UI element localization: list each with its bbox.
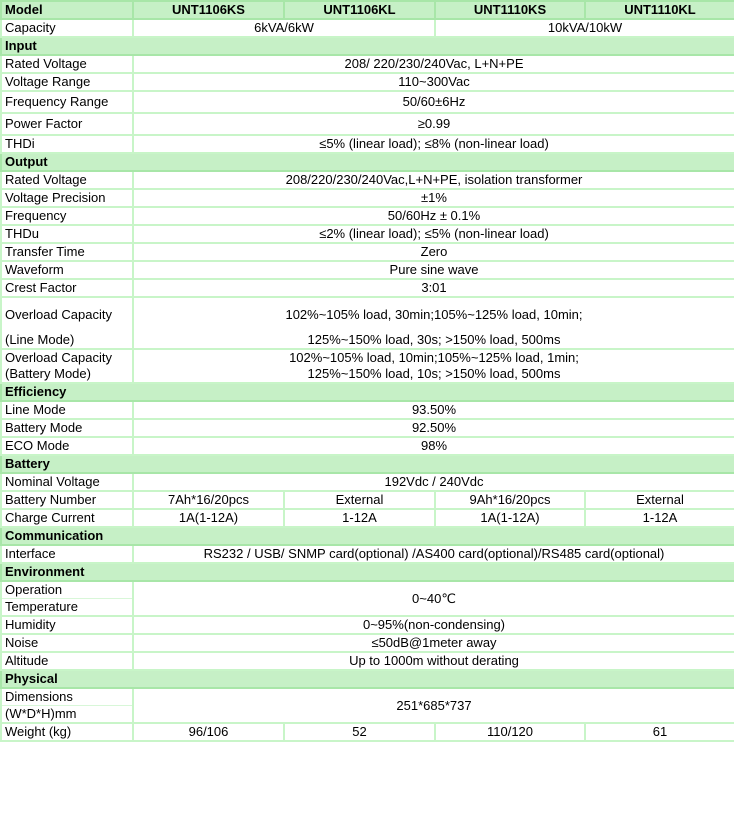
- table-row: [1, 634, 734, 652]
- operation-temperature-row: [1, 581, 734, 616]
- row-label: ECO Mode: [1, 437, 133, 455]
- row-value: 251*685*737: [133, 688, 734, 723]
- row-label: Battery Mode: [1, 419, 133, 437]
- table-row: [1, 473, 734, 491]
- cell-value: External: [284, 491, 435, 509]
- row-value: 0~95%(non-condensing): [133, 616, 734, 634]
- table-row: [1, 55, 734, 73]
- section-title: Physical: [1, 670, 734, 688]
- row-value: 93.50%: [133, 401, 734, 419]
- row-value: ≤50dB@1meter away: [133, 634, 734, 652]
- table-row: [1, 207, 734, 225]
- row-label: Weight (kg): [1, 723, 133, 741]
- row-value: 98%: [133, 437, 734, 455]
- section-header: [1, 37, 734, 55]
- row-value: [133, 297, 734, 349]
- cell-value: 61: [585, 723, 734, 741]
- row-label: [1, 297, 133, 349]
- table-row: [1, 616, 734, 634]
- row-label: Frequency: [1, 207, 133, 225]
- row-label: Humidity: [1, 616, 133, 634]
- table-row: [1, 243, 734, 261]
- row-label: Altitude: [1, 652, 133, 670]
- row-value-line: 102%~105% load, 10min;105%~125% load, 1min;: [289, 350, 579, 365]
- row-label: [1, 688, 133, 723]
- row-label: Capacity: [1, 19, 133, 37]
- row-value: ≤5% (linear load); ≤8% (non-linear load): [133, 135, 734, 153]
- section-title: Input: [1, 37, 734, 55]
- table-row: [1, 419, 734, 437]
- row-value: [133, 349, 734, 383]
- cell-value: 1A(1-12A): [435, 509, 585, 527]
- table-row: [1, 491, 734, 509]
- row-label: [1, 581, 133, 616]
- cell-value: 9Ah*16/20pcs: [435, 491, 585, 509]
- row-label: Nominal Voltage: [1, 473, 133, 491]
- row-label: Rated Voltage: [1, 55, 133, 73]
- row-label: Voltage Precision: [1, 189, 133, 207]
- row-label: Transfer Time: [1, 243, 133, 261]
- overload-line-row: [1, 297, 734, 349]
- capacity-row: [1, 19, 734, 37]
- model-name: UNT1110KS: [435, 1, 585, 19]
- section-header: [1, 563, 734, 581]
- row-value-line: 125%~150% load, 10s; >150% load, 500ms: [307, 366, 561, 381]
- row-label: Noise: [1, 634, 133, 652]
- row-label: Line Mode: [1, 401, 133, 419]
- header-row: [1, 1, 734, 19]
- table-row: [1, 723, 734, 741]
- cell-value: 1A(1-12A): [133, 509, 284, 527]
- section-header: [1, 153, 734, 171]
- model-name: UNT1106KS: [133, 1, 284, 19]
- row-value: ≥0.99: [133, 113, 734, 135]
- section-header: [1, 455, 734, 473]
- row-label: Power Factor: [1, 113, 133, 135]
- table-row: [1, 652, 734, 670]
- row-value-line: 102%~105% load, 30min;105%~125% load, 10min;: [285, 307, 583, 322]
- model-name: UNT1106KL: [284, 1, 435, 19]
- table-row: [1, 189, 734, 207]
- row-label: Interface: [1, 545, 133, 563]
- cell-value: 52: [284, 723, 435, 741]
- row-value-line: 125%~150% load, 30s; >150% load, 500ms: [307, 332, 561, 347]
- row-label: Charge Current: [1, 509, 133, 527]
- row-value: 3:01: [133, 279, 734, 297]
- table-row: [1, 261, 734, 279]
- row-label: Crest Factor: [1, 279, 133, 297]
- table-row: [1, 171, 734, 189]
- table-row: [1, 545, 734, 563]
- row-label-line: Overload Capacity: [5, 307, 112, 322]
- row-label-line: Operation: [2, 582, 132, 599]
- row-value: 50/60Hz ± 0.1%: [133, 207, 734, 225]
- row-label: [1, 349, 133, 383]
- row-label: Frequency Range: [1, 91, 133, 113]
- model-label: Model: [1, 1, 133, 19]
- table-row: [1, 73, 734, 91]
- section-header: [1, 670, 734, 688]
- cell-value: 96/106: [133, 723, 284, 741]
- row-label-line: (Battery Mode): [5, 366, 91, 381]
- row-label: THDu: [1, 225, 133, 243]
- row-label: Rated Voltage: [1, 171, 133, 189]
- section-header: [1, 383, 734, 401]
- row-value: 50/60±6Hz: [133, 91, 734, 113]
- row-label-line: Temperature: [5, 599, 78, 614]
- row-value: 110~300Vac: [133, 73, 734, 91]
- row-value: RS232 / USB/ SNMP card(optional) /AS400 card(optional)/RS485 card(optional): [133, 545, 734, 563]
- section-title: Battery: [1, 455, 734, 473]
- row-value: 208/ 220/230/240Vac, L+N+PE: [133, 55, 734, 73]
- row-value: Pure sine wave: [133, 261, 734, 279]
- row-value: Zero: [133, 243, 734, 261]
- row-label: THDi: [1, 135, 133, 153]
- table-row: [1, 509, 734, 527]
- section-title: Output: [1, 153, 734, 171]
- model-name: UNT1110KL: [585, 1, 734, 19]
- row-value: 6kVA/6kW: [133, 19, 435, 37]
- row-label-line: (Line Mode): [5, 332, 75, 347]
- cell-value: 1-12A: [585, 509, 734, 527]
- table-row: [1, 401, 734, 419]
- row-label: Voltage Range: [1, 73, 133, 91]
- section-title: Environment: [1, 563, 734, 581]
- cell-value: 1-12A: [284, 509, 435, 527]
- section-header: [1, 527, 734, 545]
- row-value: ≤2% (linear load); ≤5% (non-linear load): [133, 225, 734, 243]
- table-row: [1, 437, 734, 455]
- row-value: 10kVA/10kW: [435, 19, 734, 37]
- table-row: [1, 279, 734, 297]
- row-value: 0~40℃: [133, 581, 734, 616]
- section-title: Efficiency: [1, 383, 734, 401]
- row-value: 192Vdc / 240Vdc: [133, 473, 734, 491]
- row-value: 92.50%: [133, 419, 734, 437]
- row-label-line: (W*D*H)mm: [5, 706, 77, 721]
- cell-value: 110/120: [435, 723, 585, 741]
- overload-battery-row: [1, 349, 734, 383]
- dimensions-row: [1, 688, 734, 723]
- table-row: [1, 135, 734, 153]
- row-label: Battery Number: [1, 491, 133, 509]
- cell-value: 7Ah*16/20pcs: [133, 491, 284, 509]
- row-label-line: Overload Capacity: [5, 350, 112, 365]
- table-row: [1, 91, 734, 113]
- cell-value: External: [585, 491, 734, 509]
- table-row: [1, 113, 734, 135]
- row-value: ±1%: [133, 189, 734, 207]
- row-value: 208/220/230/240Vac,L+N+PE, isolation transformer: [133, 171, 734, 189]
- section-title: Communication: [1, 527, 734, 545]
- row-label: Waveform: [1, 261, 133, 279]
- row-value: Up to 1000m without derating: [133, 652, 734, 670]
- table-row: [1, 225, 734, 243]
- row-label-line: Dimensions: [2, 689, 132, 706]
